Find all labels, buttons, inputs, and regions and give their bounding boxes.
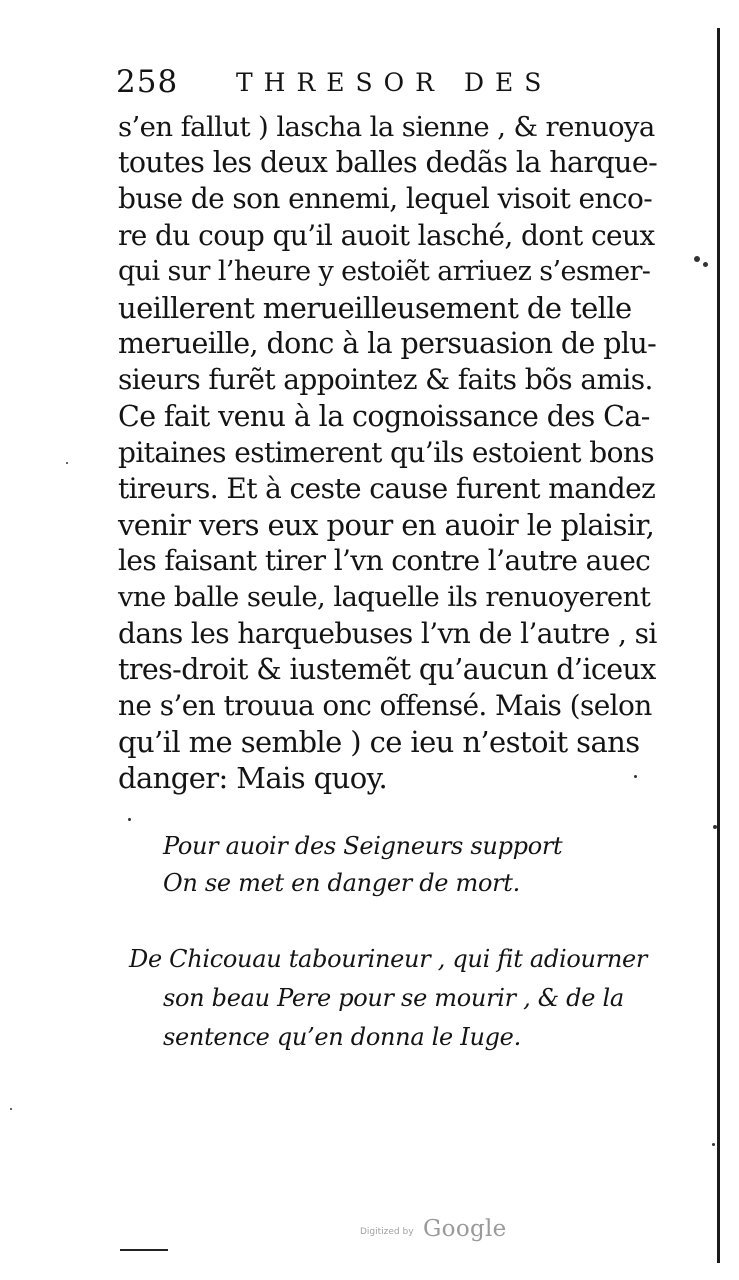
google-logo: Google (423, 1216, 507, 1242)
text-line: ne s’en trouua onc offensé. Mais (selon (118, 689, 652, 722)
page-edge-line (717, 28, 720, 1263)
ink-speck (712, 1143, 715, 1146)
footer-rule (120, 1249, 168, 1251)
ink-speck (694, 256, 700, 262)
running-title: THRESOR DES (236, 68, 553, 97)
text-line: ueillerent merueilleusement de telle (118, 290, 632, 325)
ink-speck (703, 262, 708, 267)
text-line: qui sur l’heure y estoiẽt arriuez s’esmer- (118, 255, 651, 287)
text-line: re du coup qu’il auoit lasché, dont ceux (118, 218, 655, 252)
text-line: sieurs furẽt appointez & faits bõs amis. (118, 363, 653, 397)
verse-line: Pour auoir des Seigneurs support (163, 832, 563, 860)
text-line: danger: Mais quoy. (118, 761, 388, 796)
chapter-heading-line: sentence qu’en donna le Iuge. (163, 1023, 521, 1051)
chapter-heading-line: De Chicouau tabourineur , qui fit adiourner (129, 945, 648, 973)
ink-speck (10, 1108, 12, 1110)
text-line: buse de son ennemi, lequel visoit enco- (118, 182, 653, 216)
text-line: venir vers eux pour en auoir le plaisir, (118, 508, 655, 543)
text-line: vne balle seule, laquelle ils renuoyerent (118, 581, 651, 614)
ink-speck (128, 818, 131, 821)
text-line: qu’il me semble ) ce ieu n’estoit sans (118, 725, 640, 760)
text-line: pitaines estimerent qu’ils estoient bons (118, 435, 655, 469)
text-line: s’en fallut ) lascha la sienne , & renuoya (118, 111, 655, 143)
page-number: 258 (116, 64, 179, 100)
text-line: toutes les deux balles dedãs la harque- (118, 146, 658, 180)
text-line: tireurs. Et à ceste cause furent mandez (118, 471, 656, 505)
ink-speck (634, 775, 637, 778)
watermark-prefix: Digitized by (360, 1227, 414, 1237)
body-paragraph (118, 109, 658, 797)
text-line: les faisant tirer l’vn contre l’autre auec (118, 544, 651, 578)
ink-speck (713, 825, 717, 829)
text-line: Ce fait venu à la cognoissance des Ca- (118, 399, 650, 433)
verse-couplet (163, 828, 562, 902)
page-header (116, 64, 656, 106)
text-line: merueille, donc à la persuasion de plu- (118, 327, 657, 361)
digitization-watermark (360, 1216, 520, 1246)
text-line: tres-droit & iustemẽt qu’aucun d’iceux (118, 652, 656, 686)
chapter-heading (129, 940, 649, 1057)
verse-line: On se met en danger de mort. (163, 869, 520, 897)
chapter-heading-line: son beau Pere pour se mourir , & de la (163, 984, 624, 1012)
text-line: dans les harquebuses l’vn de l’autre , si (118, 616, 657, 650)
ink-speck (66, 462, 68, 464)
